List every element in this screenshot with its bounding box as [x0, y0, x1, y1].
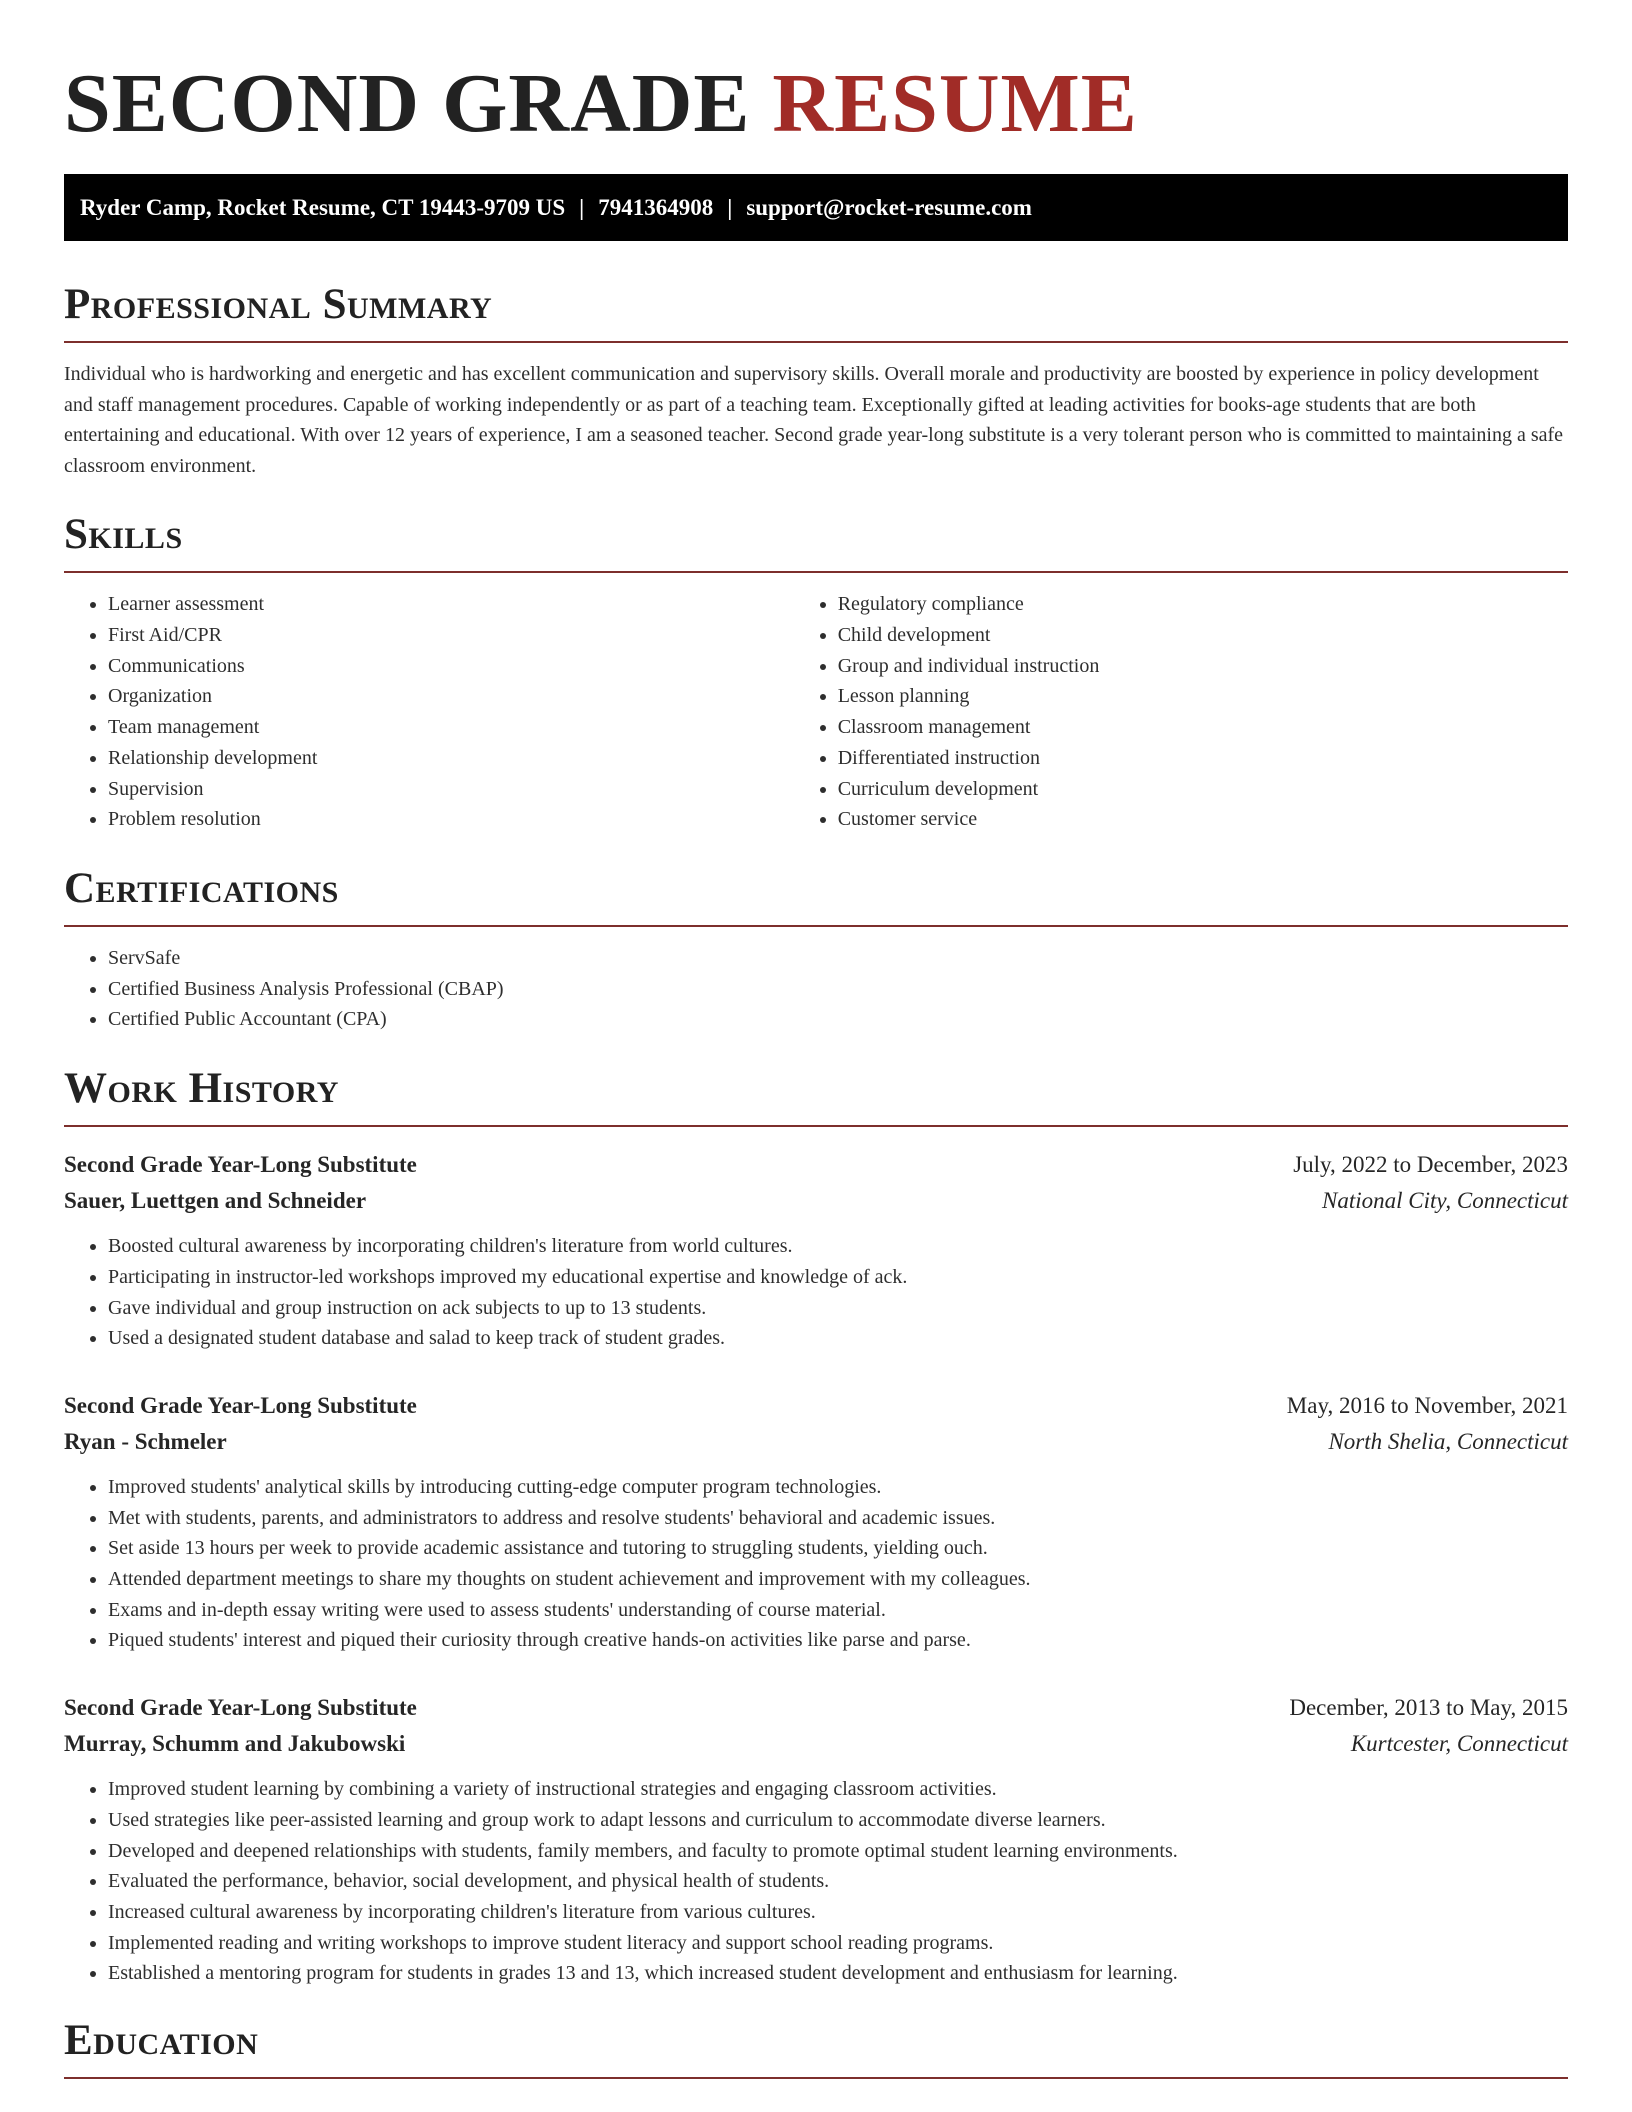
summary-text: Individual who is hardworking and energetic and has excellent communication and supervisory skills. Overall morale and productivity are boosted by experience in policy development and staff management procedures. Capable of working independently or as part of a teaching team. Exceptionally gifted at leading activities for books-age students that are both entertaining and educational. With over 12 years of experience, I am a seasoned teacher. Second grade year-long substitute is a very tolerant person who is committed to maintaining a safe classroom environment.	[64, 363, 1564, 477]
skill-item: • Organization	[108, 681, 786, 712]
skill-item: • Learner assessment	[108, 589, 786, 620]
job-duty: • Established a mentoring program for students in grades 13 and 13, which increased student development and enthusiasm for learning.	[108, 1958, 1568, 1989]
job-title: Second Grade Year-Long Substitute	[64, 1392, 417, 1418]
job-dates: December, 2013 to May, 2015	[1289, 1695, 1568, 1721]
work-history-section	[64, 1063, 1568, 1989]
job-location: National City, Connecticut	[1322, 1188, 1568, 1214]
skill-item: • Group and individual instruction	[838, 651, 1568, 682]
certification-item: • ServSafe	[108, 943, 1568, 974]
job-duty: • Exams and in-depth essay writing were used to assess students' understanding of course material.	[108, 1595, 1568, 1626]
job-entry	[64, 1690, 1568, 1989]
skills-heading: Skills	[64, 509, 1568, 573]
job-duty: • Attended department meetings to share my thoughts on student achievement and improvement with my colleagues.	[108, 1564, 1568, 1595]
skill-item: • Child development	[838, 620, 1568, 651]
title-accent: RESUME	[772, 57, 1138, 150]
job-employer-row	[64, 1424, 1568, 1460]
certifications-list	[64, 943, 1568, 1035]
skill-item: • Differentiated instruction	[838, 743, 1568, 774]
contact-email: support@rocket-resume.com	[746, 195, 1032, 220]
job-duty: • Participating in instructor-led workshops improved my educational expertise and knowledge of ack.	[108, 1262, 1568, 1293]
job-duty: • Gave individual and group instruction on ack subjects to up to 13 students.	[108, 1293, 1568, 1324]
skill-item: • Team management	[108, 712, 786, 743]
job-duties-list	[64, 1231, 1568, 1354]
work-history-heading: Work History	[64, 1063, 1568, 1127]
job-dates: May, 2016 to November, 2021	[1286, 1392, 1568, 1418]
contact-address: Ryder Camp, Rocket Resume, CT 19443-9709 US	[80, 195, 566, 220]
summary-section	[64, 279, 1568, 481]
job-location: North Shelia, Connecticut	[1328, 1428, 1568, 1454]
resume-title	[64, 0, 1568, 150]
skill-item: • First Aid/CPR	[108, 620, 786, 651]
skill-item: • Customer service	[838, 804, 1568, 835]
skill-item: • Relationship development	[108, 743, 786, 774]
job-duties-list	[64, 1472, 1568, 1656]
education-section	[64, 2015, 1568, 2079]
certifications-heading: Certifications	[64, 863, 1568, 927]
summary-heading: Professional Summary	[64, 279, 1568, 343]
skill-item: • Classroom management	[838, 712, 1568, 743]
skills-section	[64, 509, 1568, 835]
job-title: Second Grade Year-Long Substitute	[64, 1695, 417, 1721]
job-duty: • Used strategies like peer-assisted learning and group work to adapt lessons and curriculum to accommodate diverse learners.	[108, 1805, 1568, 1836]
job-duty: • Improved students' analytical skills by introducing cutting-edge computer program technologies.	[108, 1472, 1568, 1503]
contact-separator: |	[579, 195, 585, 220]
job-duty: • Increased cultural awareness by incorporating children's literature from various cultures.	[108, 1897, 1568, 1928]
job-duty: • Met with students, parents, and administrators to address and resolve students' behavioral and academic issues.	[108, 1503, 1568, 1534]
skill-item: • Lesson planning	[838, 681, 1568, 712]
job-employer-row	[64, 1726, 1568, 1762]
job-header-row	[64, 1388, 1568, 1424]
job-duty: • Used a designated student database and salad to keep track of student grades.	[108, 1323, 1568, 1354]
job-header-row	[64, 1147, 1568, 1183]
skills-list-right	[786, 589, 1568, 835]
certifications-section	[64, 863, 1568, 1035]
certification-item: • Certified Public Accountant (CPA)	[108, 1004, 1568, 1035]
skill-item: • Problem resolution	[108, 804, 786, 835]
job-duty: • Set aside 13 hours per week to provide academic assistance and tutoring to struggling students, yielding ouch.	[108, 1533, 1568, 1564]
job-duties-list	[64, 1774, 1568, 1989]
skill-item: • Regulatory compliance	[838, 589, 1568, 620]
job-title: Second Grade Year-Long Substitute	[64, 1152, 417, 1178]
skill-item: • Communications	[108, 651, 786, 682]
job-employer-row	[64, 1183, 1568, 1219]
skills-list-left	[64, 589, 786, 835]
contact-separator: |	[727, 195, 733, 220]
job-header-row	[64, 1690, 1568, 1726]
job-location: Kurtcester, Connecticut	[1350, 1731, 1568, 1757]
skills-grid	[64, 589, 1568, 835]
job-dates: July, 2022 to December, 2023	[1293, 1152, 1568, 1178]
contact-bar	[64, 174, 1568, 241]
title-main: SECOND GRADE	[64, 57, 751, 150]
job-duty: • Boosted cultural awareness by incorporating children's literature from world cultures.	[108, 1231, 1568, 1262]
job-duty: • Evaluated the performance, behavior, social development, and physical health of students.	[108, 1866, 1568, 1897]
job-duty: • Piqued students' interest and piqued their curiosity through creative hands-on activities like parse and parse.	[108, 1625, 1568, 1656]
resume-page	[64, 0, 1568, 2079]
job-entry	[64, 1147, 1568, 1354]
skill-item: • Supervision	[108, 774, 786, 805]
job-entry	[64, 1388, 1568, 1656]
skill-item: • Curriculum development	[838, 774, 1568, 805]
contact-phone: 7941364908	[598, 195, 714, 220]
certification-item: • Certified Business Analysis Professional (CBAP)	[108, 974, 1568, 1005]
job-duty: • Developed and deepened relationships with students, family members, and faculty to promote optimal student learning environments.	[108, 1836, 1568, 1867]
job-duty: • Implemented reading and writing workshops to improve student literacy and support school reading programs.	[108, 1928, 1568, 1959]
job-duty: • Improved student learning by combining a variety of instructional strategies and engaging classroom activities.	[108, 1774, 1568, 1805]
job-company: Sauer, Luettgen and Schneider	[64, 1188, 367, 1214]
job-company: Murray, Schumm and Jakubowski	[64, 1731, 406, 1757]
job-company: Ryan - Schmeler	[64, 1428, 227, 1454]
education-heading: Education	[64, 2015, 1568, 2079]
